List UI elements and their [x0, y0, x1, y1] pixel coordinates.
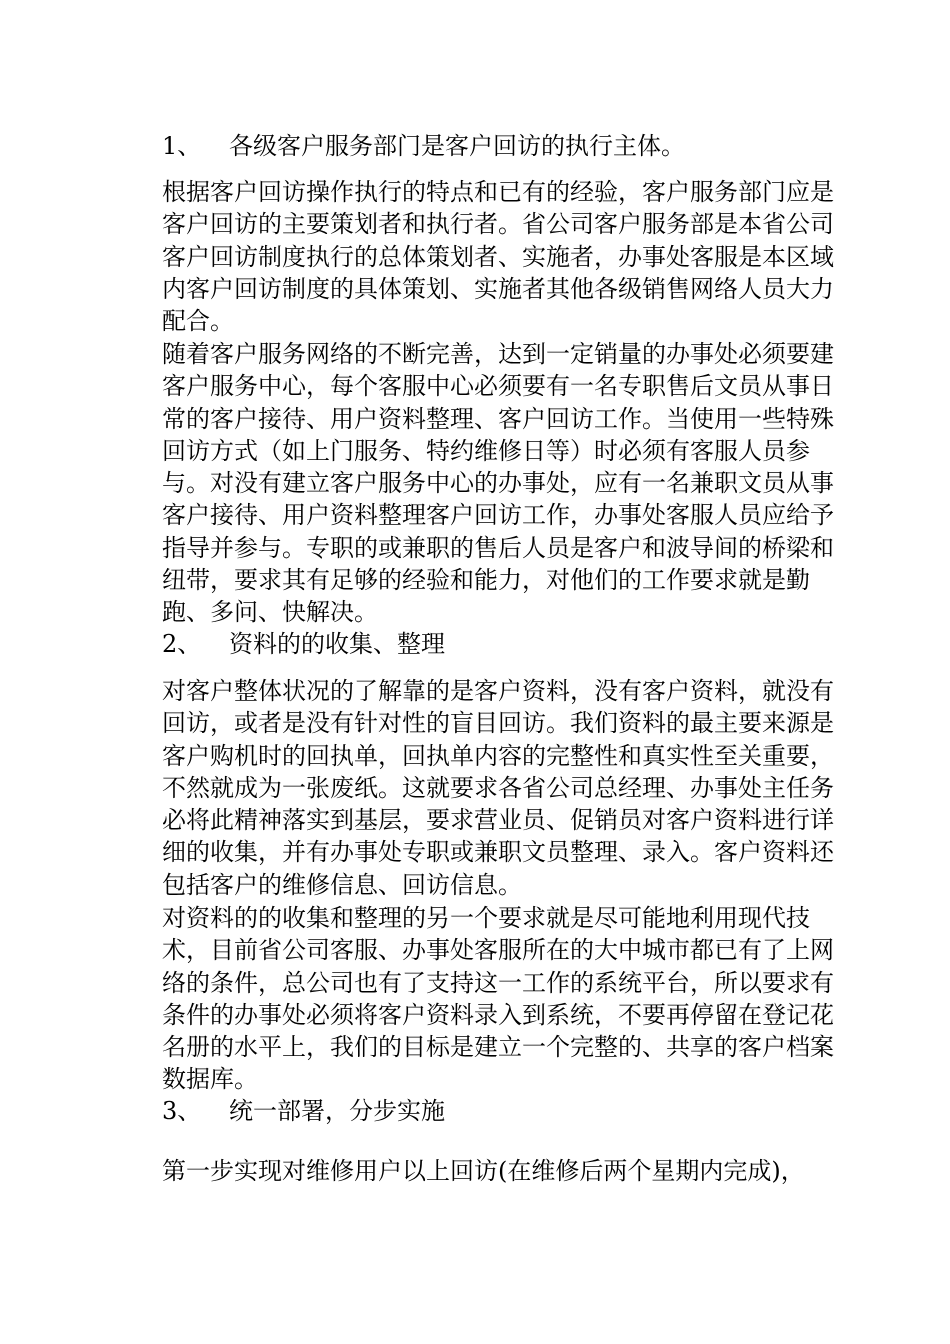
section-number-1: 1、 — [162, 132, 202, 160]
section-1-paragraph-2: 随着客户服务网络的不断完善，达到一定销量的办事处必须要建客户服务中心，每个客服中心必须要有一名专职售后文员从事日常的客户接待、用户资料整理、客户回访工作。当使用一些特殊回访方式（如上门服务、特约维修日等）时必须有客服人员参与。对没有建立客户服务中心的办事处，应有一名兼职文员从事客户接待、用户资料整理客户回访工作，办事处客服人员应给予指导并参与。专职的或兼职的售后人员是客户和波导间的桥梁和纽带，要求其有足够的经验和能力，对他们的工作要求就是勤跑、多问、快解决。 — [162, 340, 834, 627]
section-heading-1 — [162, 130, 685, 162]
section-heading-2 — [162, 628, 445, 660]
section-heading-3 — [162, 1095, 445, 1127]
section-2-paragraph-2: 对资料的的收集和整理的另一个要求就是尽可能地利用现代技术，目前省公司客服、办事处客服所在的大中城市都已有了上网络的条件，总公司也有了支持这一工作的系统平台，所以要求有条件的办事处必须将客户资料录入到系统，不要再停留在登记花名册的水平上，我们的目标是建立一个完整的、共享的客户档案数据库。 — [162, 904, 834, 1094]
section-number-3: 3、 — [162, 1097, 202, 1125]
section-number-2: 2、 — [162, 630, 202, 658]
section-title-3: 统一部署，分步实施 — [229, 1097, 445, 1125]
section-3-paragraph-1: 第一步实现对维修用户以上回访(在维修后两个星期内完成)， — [162, 1157, 805, 1185]
section-1-paragraph-1: 根据客户回访操作执行的特点和已有的经验，客户服务部门应是客户回访的主要策划者和执行者。省公司客户服务部是本省公司客户回访制度执行的总体策划者、实施者，办事处客服是本区域内客户回访制度的具体策划、实施者其他各级销售网络人员大力配合。 — [162, 178, 834, 336]
section-2-paragraph-1: 对客户整体状况的了解靠的是客户资料，没有客户资料，就没有回访，或者是没有针对性的盲目回访。我们资料的最主要来源是客户购机时的回执单，回执单内容的完整性和真实性至关重要，不然就成为一张废纸。这就要求各省公司总经理、办事处主任务必将此精神落实到基层，要求营业员、促销员对客户资料进行详细的收集，并有办事处专职或兼职文员整理、录入。客户资料还包括客户的维修信息、回访信息。 — [162, 677, 834, 899]
section-title-1: 各级客户服务部门是客户回访的执行主体。 — [229, 132, 685, 160]
section-title-2: 资料的的收集、整理 — [229, 630, 445, 658]
